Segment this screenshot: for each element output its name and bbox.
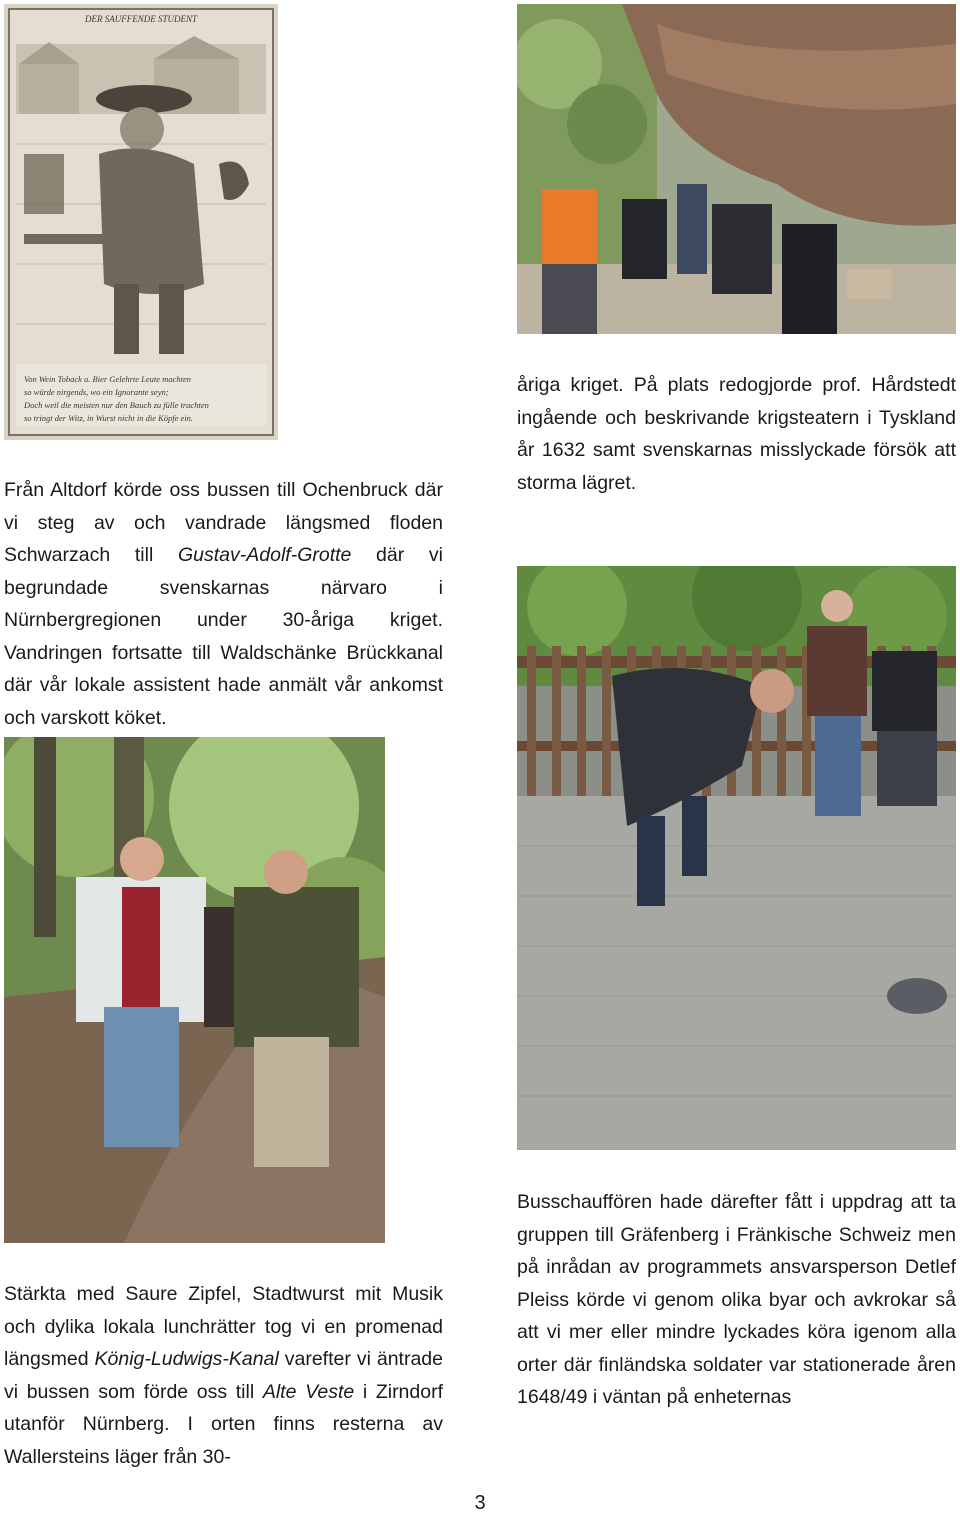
paragraph-right-bottom: Busschauffören hade därefter fått i uppdrag att ta gruppen till Gräfenberg i Fränkische Schweiz men på inrådan av programmets ansvarsperson Detlef Pleiss körde vi genom olika byar och avkrokar så att vi mer eller mindre lyckades köra igenom alla orter där finländska soldater var stationerade åren 1648/49 i väntan på enheternas — [517, 1191, 956, 1408]
paragraph-text: varefter vi äntrade vi bussen som förde oss till — [4, 1348, 443, 1403]
engraving-caption: DER SAUFFENDE STUDENT — [85, 14, 197, 24]
forest-walk-photo — [4, 737, 385, 1243]
paragraph-text: där vi begrundade svenskarnas närvaro i Nürnbergregionen under 30-åriga kriget. Vandringen fortsatte till Waldschänke Brückkanal där vår lokale assistent hade anmält vår ankomst och varskott köket. — [4, 544, 443, 729]
canal-name: König-Ludwigs-Kanal — [94, 1348, 279, 1370]
courtyard-photo — [517, 566, 956, 1150]
page-number: 3 — [474, 1492, 486, 1514]
paragraph-right-top: åriga kriget. På plats redogjorde prof. Hårdstedt ingående och beskrivande krigsteatern i Tyskland år 1632 samt svenskarnas misslyckade försök att storma lägret. — [517, 374, 956, 494]
grotto-name: Gustav-Adolf-Grotte — [177, 544, 352, 566]
engraving-verse-line: so würde nirgends, wo ein Ignorante seyn; — [24, 387, 169, 397]
paragraph-left-top — [4, 474, 443, 734]
engraving-verse-line: Doch weil die meisten nur den Bauch zu fülle trachten — [24, 400, 209, 410]
paragraph-text: i Zirndorf utanför Nürnberg. I orten finns resterna av Wallersteins läger från 30- — [4, 1380, 444, 1468]
paragraph-text: Från Altdorf körde oss bussen till Ochenbruck där vi steg av och vandrade längsmed floden Schwarzach till — [4, 479, 443, 566]
engraving-image — [4, 4, 278, 440]
engraving-verse-line: so tringt der Witz, in Wurst nicht in die Köpfe ein. — [24, 413, 194, 423]
engraving-verse-line: Von Wein Toback u. Bier Gelehrte Leute machten — [24, 374, 191, 384]
cave-group-photo — [517, 4, 956, 334]
place-name: Alte Veste — [262, 1380, 355, 1403]
paragraph-left-bottom — [4, 1278, 443, 1473]
paragraph-text: Stärkta med Saure Zipfel, Stadtwurst mit Musik och dylika lokala lunchrätter tog vi en promenad längsmed — [4, 1283, 443, 1370]
